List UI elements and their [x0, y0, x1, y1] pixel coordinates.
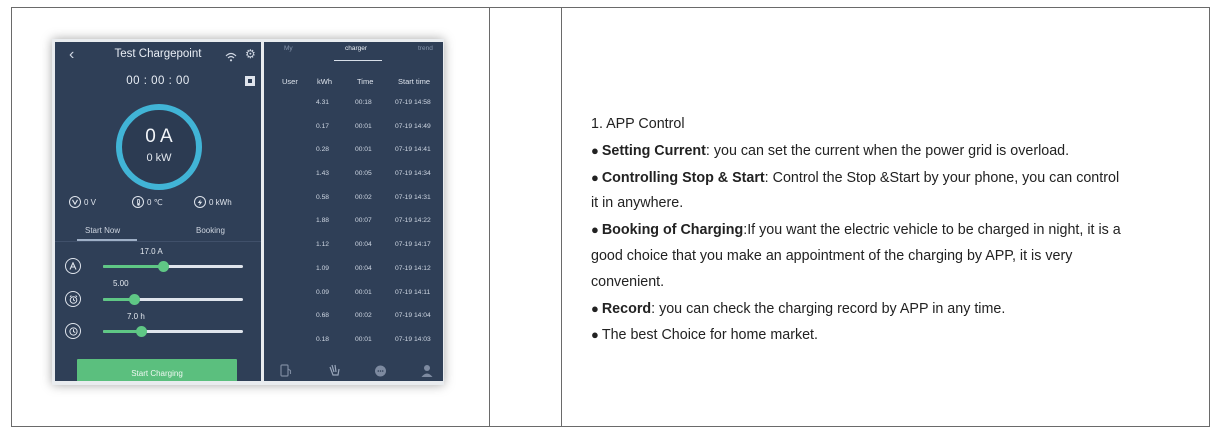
table-cell: 07-19 14:11: [395, 288, 431, 296]
duration-value: 7.0 h: [127, 312, 145, 321]
table-row: [264, 120, 443, 144]
booking-time-slider-handle[interactable]: [129, 294, 140, 305]
feature-stop-start-continued: it in anywhere.: [591, 195, 684, 212]
table-cell: 4.31: [316, 99, 330, 106]
app-header: [55, 42, 261, 68]
table-cell: 00:02: [355, 193, 372, 201]
energy-icon: [194, 196, 206, 208]
hand-icon[interactable]: [328, 364, 341, 380]
tab-trend[interactable]: trend: [418, 45, 433, 52]
table-row: [264, 191, 443, 215]
table-cell: 0.18: [316, 335, 330, 343]
table-row: [264, 143, 443, 167]
table-cell: 07-19 14:04: [395, 312, 431, 320]
power-reading: 0 kW: [146, 152, 172, 164]
table-cell: 1.12: [316, 241, 330, 249]
table-cell: 07-19 14:41: [395, 146, 431, 154]
section-heading: 1. APP Control: [591, 116, 685, 132]
column-header-kwh: kWh: [317, 77, 332, 86]
tab-booking[interactable]: Booking: [196, 226, 225, 235]
feature-booking-continued: convenient.: [591, 273, 665, 290]
tab-charger[interactable]: charger: [345, 45, 368, 52]
table-cell: 07-19 14:49: [395, 122, 431, 130]
current-reading: 0 A: [145, 126, 173, 147]
tab-my[interactable]: My: [284, 45, 293, 52]
tab-divider: [55, 241, 261, 242]
table-cell: 00:04: [355, 241, 372, 249]
active-tab-indicator: [334, 60, 382, 61]
table-cell: 07-19 14:34: [395, 170, 431, 178]
user-icon[interactable]: [421, 364, 433, 380]
table-cell: 1.09: [316, 264, 330, 272]
table-cell: 07-19 14:22: [395, 217, 431, 225]
bullet-icon: ●: [591, 327, 599, 343]
charger-icon[interactable]: [280, 364, 292, 380]
charging-control-screen: [55, 42, 261, 381]
feature-setting-current: ● Setting Current: you can set the current when the power grid is overload.: [591, 142, 1070, 159]
table-cell: 1.88: [316, 217, 330, 225]
duration-slider-handle[interactable]: [136, 326, 147, 337]
feature-booking: ● Booking of Charging:If you want the electric vehicle to be charged in night, it is a: [591, 222, 1121, 239]
table-cell: 07-19 14:17: [395, 241, 431, 249]
voltage-stat: 0 V: [69, 193, 96, 211]
table-cell: 0.28: [316, 146, 330, 154]
duration-slider[interactable]: [103, 330, 243, 333]
alarm-clock-icon: [65, 291, 81, 307]
table-row: [264, 286, 443, 310]
charging-record-screen: [264, 42, 443, 381]
bullet-icon: ●: [591, 169, 599, 185]
table-cell: 07-19 14:58: [395, 99, 431, 106]
table-row: [264, 333, 443, 357]
column-header-time: Time: [357, 77, 374, 86]
spec-table: [11, 7, 1210, 427]
table-divider: [561, 8, 562, 426]
bullet-icon: ●: [591, 300, 599, 316]
start-charging-button[interactable]: Start Charging: [77, 359, 237, 381]
feature-home-market: ● The best Choice for home market.: [591, 327, 818, 344]
current-icon: [65, 258, 81, 274]
temperature-icon: [132, 196, 144, 208]
current-slider-handle[interactable]: [158, 261, 169, 272]
table-row: [264, 167, 443, 191]
wifi-icon: [225, 49, 237, 67]
table-cell: 00:01: [355, 335, 372, 343]
slider-fill: [103, 265, 163, 268]
table-cell: 00:02: [355, 312, 372, 320]
table-cell: 1.43: [316, 170, 330, 178]
table-cell: 07-19 14:12: [395, 264, 431, 272]
bullet-icon: ●: [591, 222, 599, 238]
table-row: [264, 309, 443, 333]
feature-booking-continued: good choice that you make an appointment of the charging by APP, it is very: [591, 247, 1073, 264]
table-cell: 00:18: [355, 99, 372, 106]
column-header-user: User: [282, 77, 298, 86]
booking-time-slider[interactable]: [103, 298, 243, 301]
table-cell: 07-19 14:31: [395, 193, 431, 201]
table-row: [264, 96, 443, 120]
chat-icon[interactable]: [374, 364, 387, 380]
feature-record: ● Record: you can check the charging record by APP in any time.: [591, 300, 1006, 317]
table-cell: 00:04: [355, 264, 372, 272]
gear-icon[interactable]: ⚙: [245, 47, 256, 61]
table-cell: 0.58: [316, 193, 330, 201]
app-title: Test Chargepoint: [114, 48, 202, 60]
temperature-stat: 0 ℃: [132, 193, 163, 211]
charging-timer: 00 : 00 : 00: [126, 75, 190, 87]
clock-icon: [65, 323, 81, 339]
booking-time-value: 5.00: [113, 279, 129, 288]
table-row: [264, 238, 443, 262]
table-cell: 00:01: [355, 122, 372, 130]
charging-record-list: [264, 96, 443, 357]
table-cell: 0.17: [316, 122, 330, 130]
table-cell: 00:05: [355, 170, 372, 178]
table-row: [264, 262, 443, 286]
table-cell: 00:07: [355, 217, 372, 225]
table-cell: 00:01: [355, 288, 372, 296]
table-cell: 00:01: [355, 146, 372, 154]
qr-code-icon[interactable]: [245, 76, 255, 86]
current-slider-value: 17.0 A: [140, 247, 163, 256]
table-divider: [489, 8, 490, 426]
bullet-icon: ●: [591, 142, 599, 158]
voltage-icon: [69, 196, 81, 208]
current-slider[interactable]: [103, 265, 243, 268]
table-cell: 07-19 14:03: [395, 335, 431, 343]
energy-stat: 0 kWh: [194, 193, 232, 211]
feature-stop-start: ● Controlling Stop & Start: Control the Stop &Start by your phone, you can control: [591, 169, 1120, 186]
table-cell: 0.09: [316, 288, 330, 296]
current-gauge: [116, 104, 202, 190]
table-row: [264, 214, 443, 238]
column-header-start-time: Start time: [398, 77, 431, 86]
bottom-navigation: [264, 362, 443, 381]
app-control-description: [591, 112, 1211, 349]
tab-start-now[interactable]: Start Now: [85, 226, 121, 235]
app-screenshot: [52, 39, 444, 385]
table-cell: 0.68: [316, 312, 330, 320]
back-arrow-icon[interactable]: ‹: [69, 46, 75, 63]
